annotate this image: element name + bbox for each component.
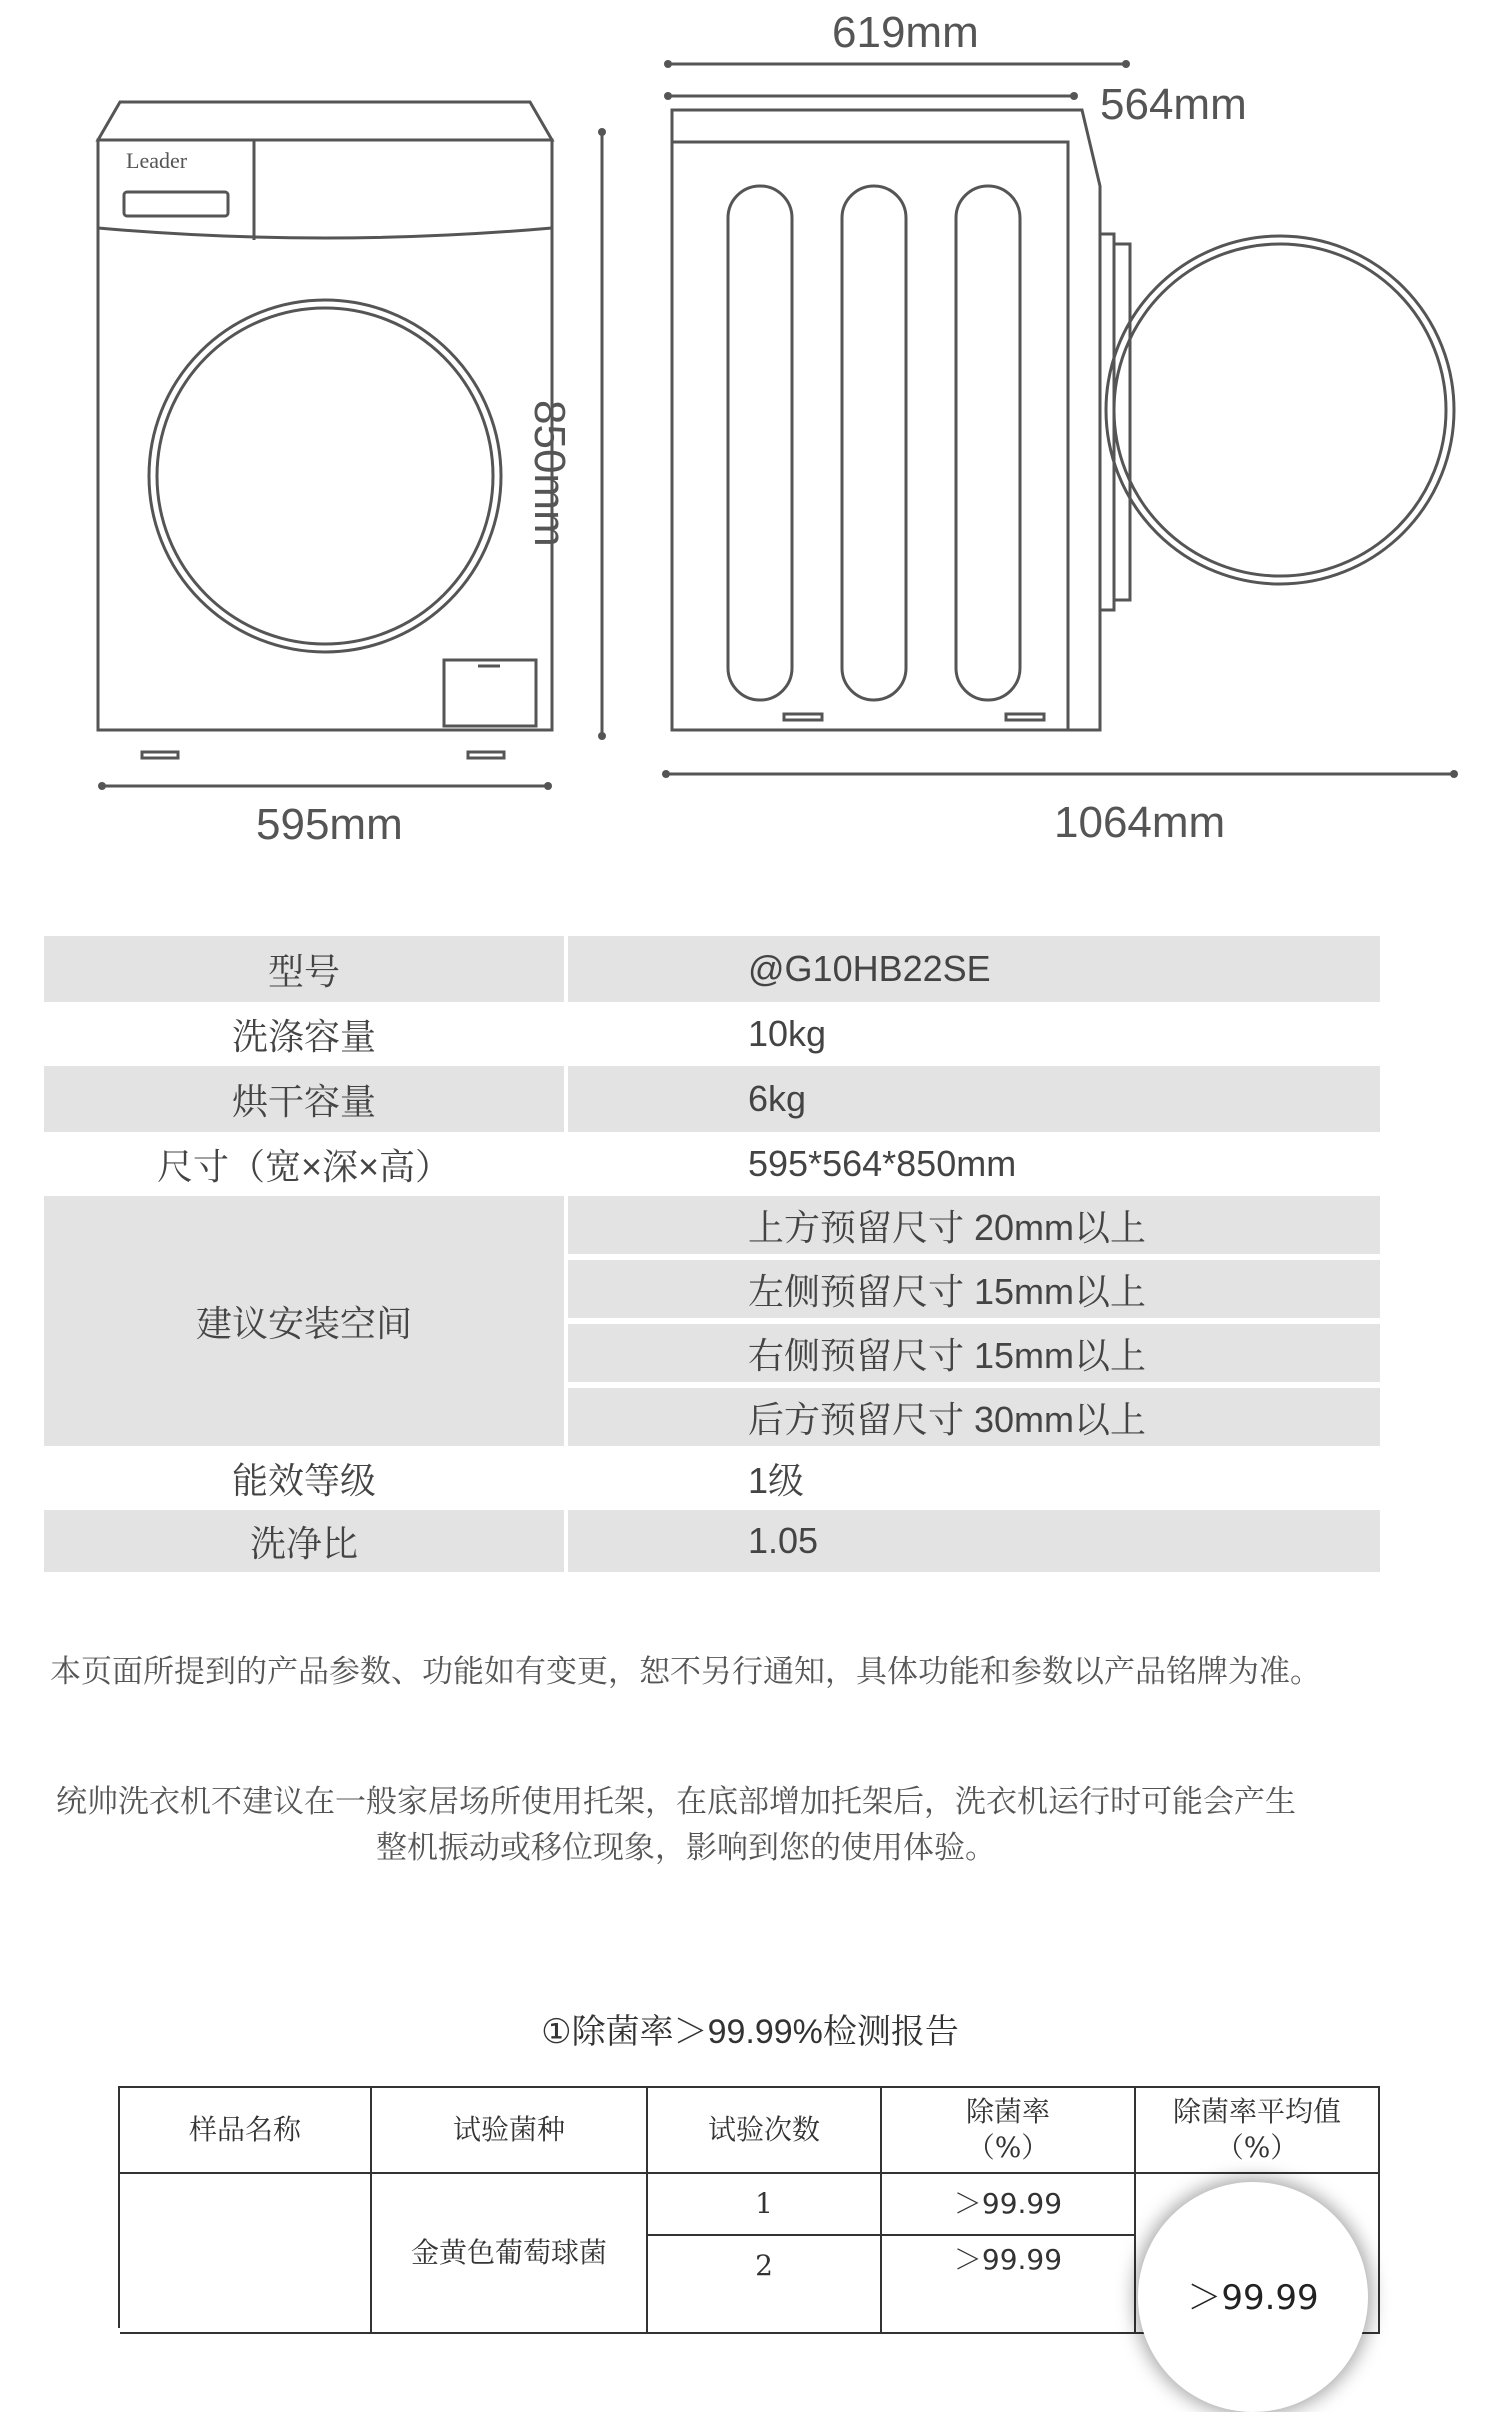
spec-value: 1.05: [568, 1510, 1380, 1572]
install-item: 右侧预留尺寸 15mm以上: [568, 1324, 1380, 1382]
spec-row-wash: [44, 1002, 1380, 1066]
spec-label: 型号: [44, 936, 564, 1002]
spec-row-clean: [44, 1510, 1380, 1572]
note-disclaimer: 本页面所提到的产品参数、功能如有变更，恕不另行通知，具体功能和参数以产品铭牌为准。: [50, 1654, 1321, 1689]
install-item: 左侧预留尺寸 15mm以上: [568, 1260, 1380, 1318]
dim-height: 850mm: [525, 400, 574, 547]
spec-value: 6kg: [568, 1066, 1380, 1132]
magnified-average: ＞99.99: [1138, 2182, 1368, 2412]
dim-depth-with-door: 619mm: [832, 8, 979, 57]
spec-row-install: [44, 1196, 1380, 1446]
report-trial: 1: [648, 2174, 882, 2236]
spec-value: @G10HB22SE: [568, 936, 1380, 1002]
report-title: ①除菌率＞99.99%检测报告: [541, 2013, 959, 2051]
spec-row-energy: [44, 1446, 1380, 1510]
report-header-average: 除菌率平均值（%）: [1136, 2088, 1380, 2174]
report-header-sample: 样品名称: [120, 2088, 372, 2174]
report-bacteria: 金黄色葡萄球菌: [372, 2174, 648, 2334]
report-header-trials: 试验次数: [648, 2088, 882, 2174]
spec-value: 1级: [748, 1459, 805, 1501]
spec-row-size: [44, 1132, 1380, 1196]
spec-value: 10kg: [748, 1013, 827, 1054]
report-trial: 2: [648, 2236, 882, 2334]
spec-label: 洗净比: [44, 1510, 564, 1572]
spec-label: 洗涤容量: [231, 1015, 376, 1057]
spec-row-model: [44, 936, 1380, 1002]
report-rate: ＞99.99: [882, 2174, 1136, 2236]
install-item: 后方预留尺寸 30mm以上: [568, 1388, 1380, 1446]
report-rate: ＞99.99: [882, 2236, 1136, 2334]
spec-row-dry: [44, 1066, 1380, 1132]
spec-label: 能效等级: [231, 1459, 376, 1501]
spec-label: 建议安装空间: [44, 1196, 564, 1446]
report-header-bacteria: 试验菌种: [372, 2088, 648, 2174]
report-header-rate: 除菌率（%）: [882, 2088, 1136, 2174]
brand-logo: Leader: [126, 148, 188, 173]
side-view: [666, 64, 1454, 774]
spec-label: 尺寸（宽×深×高）: [156, 1145, 452, 1187]
dim-depth-door-open: 1064mm: [1054, 798, 1226, 847]
report-sample-cell: [120, 2174, 372, 2334]
dim-depth: 564mm: [1100, 80, 1247, 129]
install-item: 上方预留尺寸 20mm以上: [568, 1196, 1380, 1254]
dimension-diagram: [0, 0, 1500, 880]
note-bracket-line1: 统帅洗衣机不建议在一般家居场所使用托架，在底部增加托架后，洗衣机运行时可能会产生: [56, 1784, 1296, 1819]
spec-value: 595*564*850mm: [748, 1143, 1017, 1184]
dim-width: 595mm: [256, 800, 403, 849]
note-bracket-line2: 整机振动或移位现象，影响到您的使用体验。: [376, 1830, 996, 1865]
spec-label: 烘干容量: [44, 1066, 564, 1132]
